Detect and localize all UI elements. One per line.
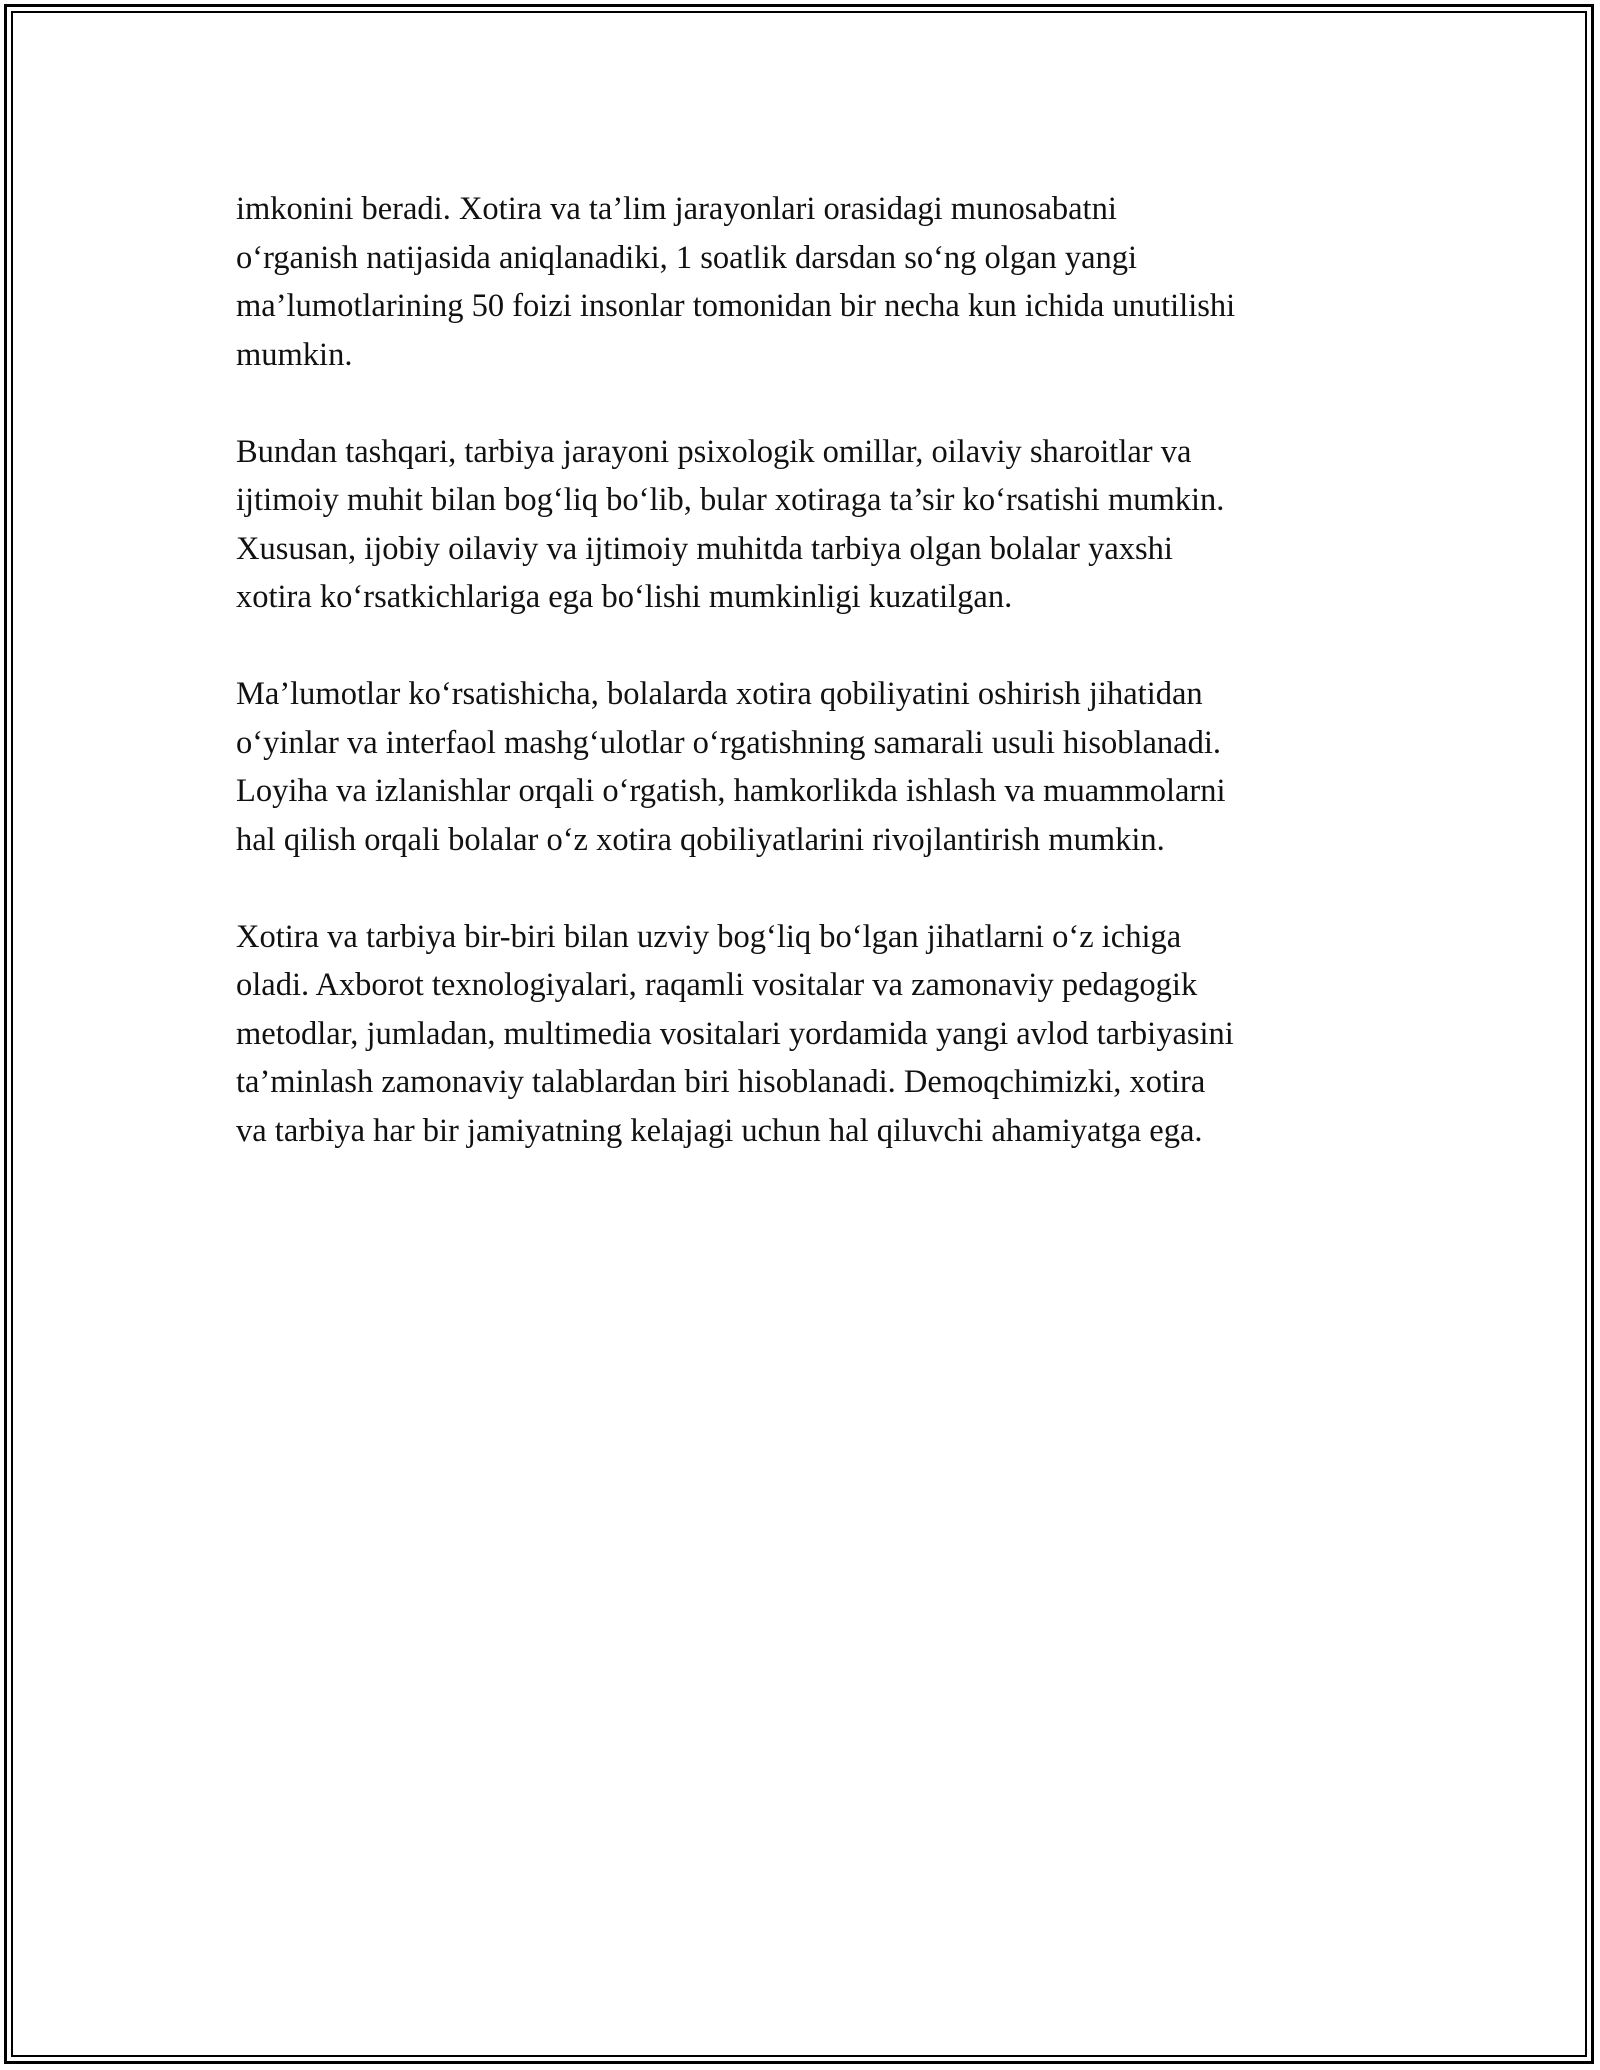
paragraph-1: imkonini beradi. Xotira va ta’lim jarayonlari orasidagi munosabatni o‘rganish natijasida aniqlanadiki, 1 soatlik darsdan so‘ng olgan yangi ma’lumotlarining 50 foizi insonlar tomonidan bir necha kun ichida unutilishi mumkin. — [236, 191, 1236, 373]
paragraph-3: Ma’lumotlar ko‘rsatishicha, bolalarda xotira qobiliyatini oshirish jihatidan o‘yinlar va interfaol mashg‘ulotlar o‘rgatishning samarali usuli hisoblanadi. Loyiha va izlanishlar orqali o‘rgatish, hamkorlikda ishlash va muammolarni hal qilish orqali bolalar o‘z xotira qobiliyatlarini rivojlantirish mumkin. — [236, 676, 1226, 858]
paragraph-2: Bundan tashqari, tarbiya jarayoni psixologik omillar, oilaviy sharoitlar va ijtimoiy muhit bilan bog‘liq bo‘lib, bular xotiraga ta’sir ko‘rsatishi mumkin. Xususan, ijobiy oilaviy va ijtimoiy muhitda tarbiya olgan bolalar yaxshi xotira ko‘rsatkichlariga ega bo‘lishi mumkinligi kuzatilgan. — [236, 433, 1225, 615]
document-body — [236, 185, 1386, 1204]
paragraph-4: Xotira va tarbiya bir-biri bilan uzviy bog‘liq bo‘lgan jihatlarni o‘z ichiga oladi. Axborot texnologiyalari, raqamli vositalar va zamonaviy pedagogik metodlar, jumladan, multimedia vositalari yordamida yangi avlod tarbiyasini ta’minlash zamonaviy talablardan biri hisoblanadi. Demoqchimizki, xotira va tarbiya har bir jamiyatning kelajagi uchun hal qiluvchi ahamiyatga ega. — [236, 918, 1234, 1149]
